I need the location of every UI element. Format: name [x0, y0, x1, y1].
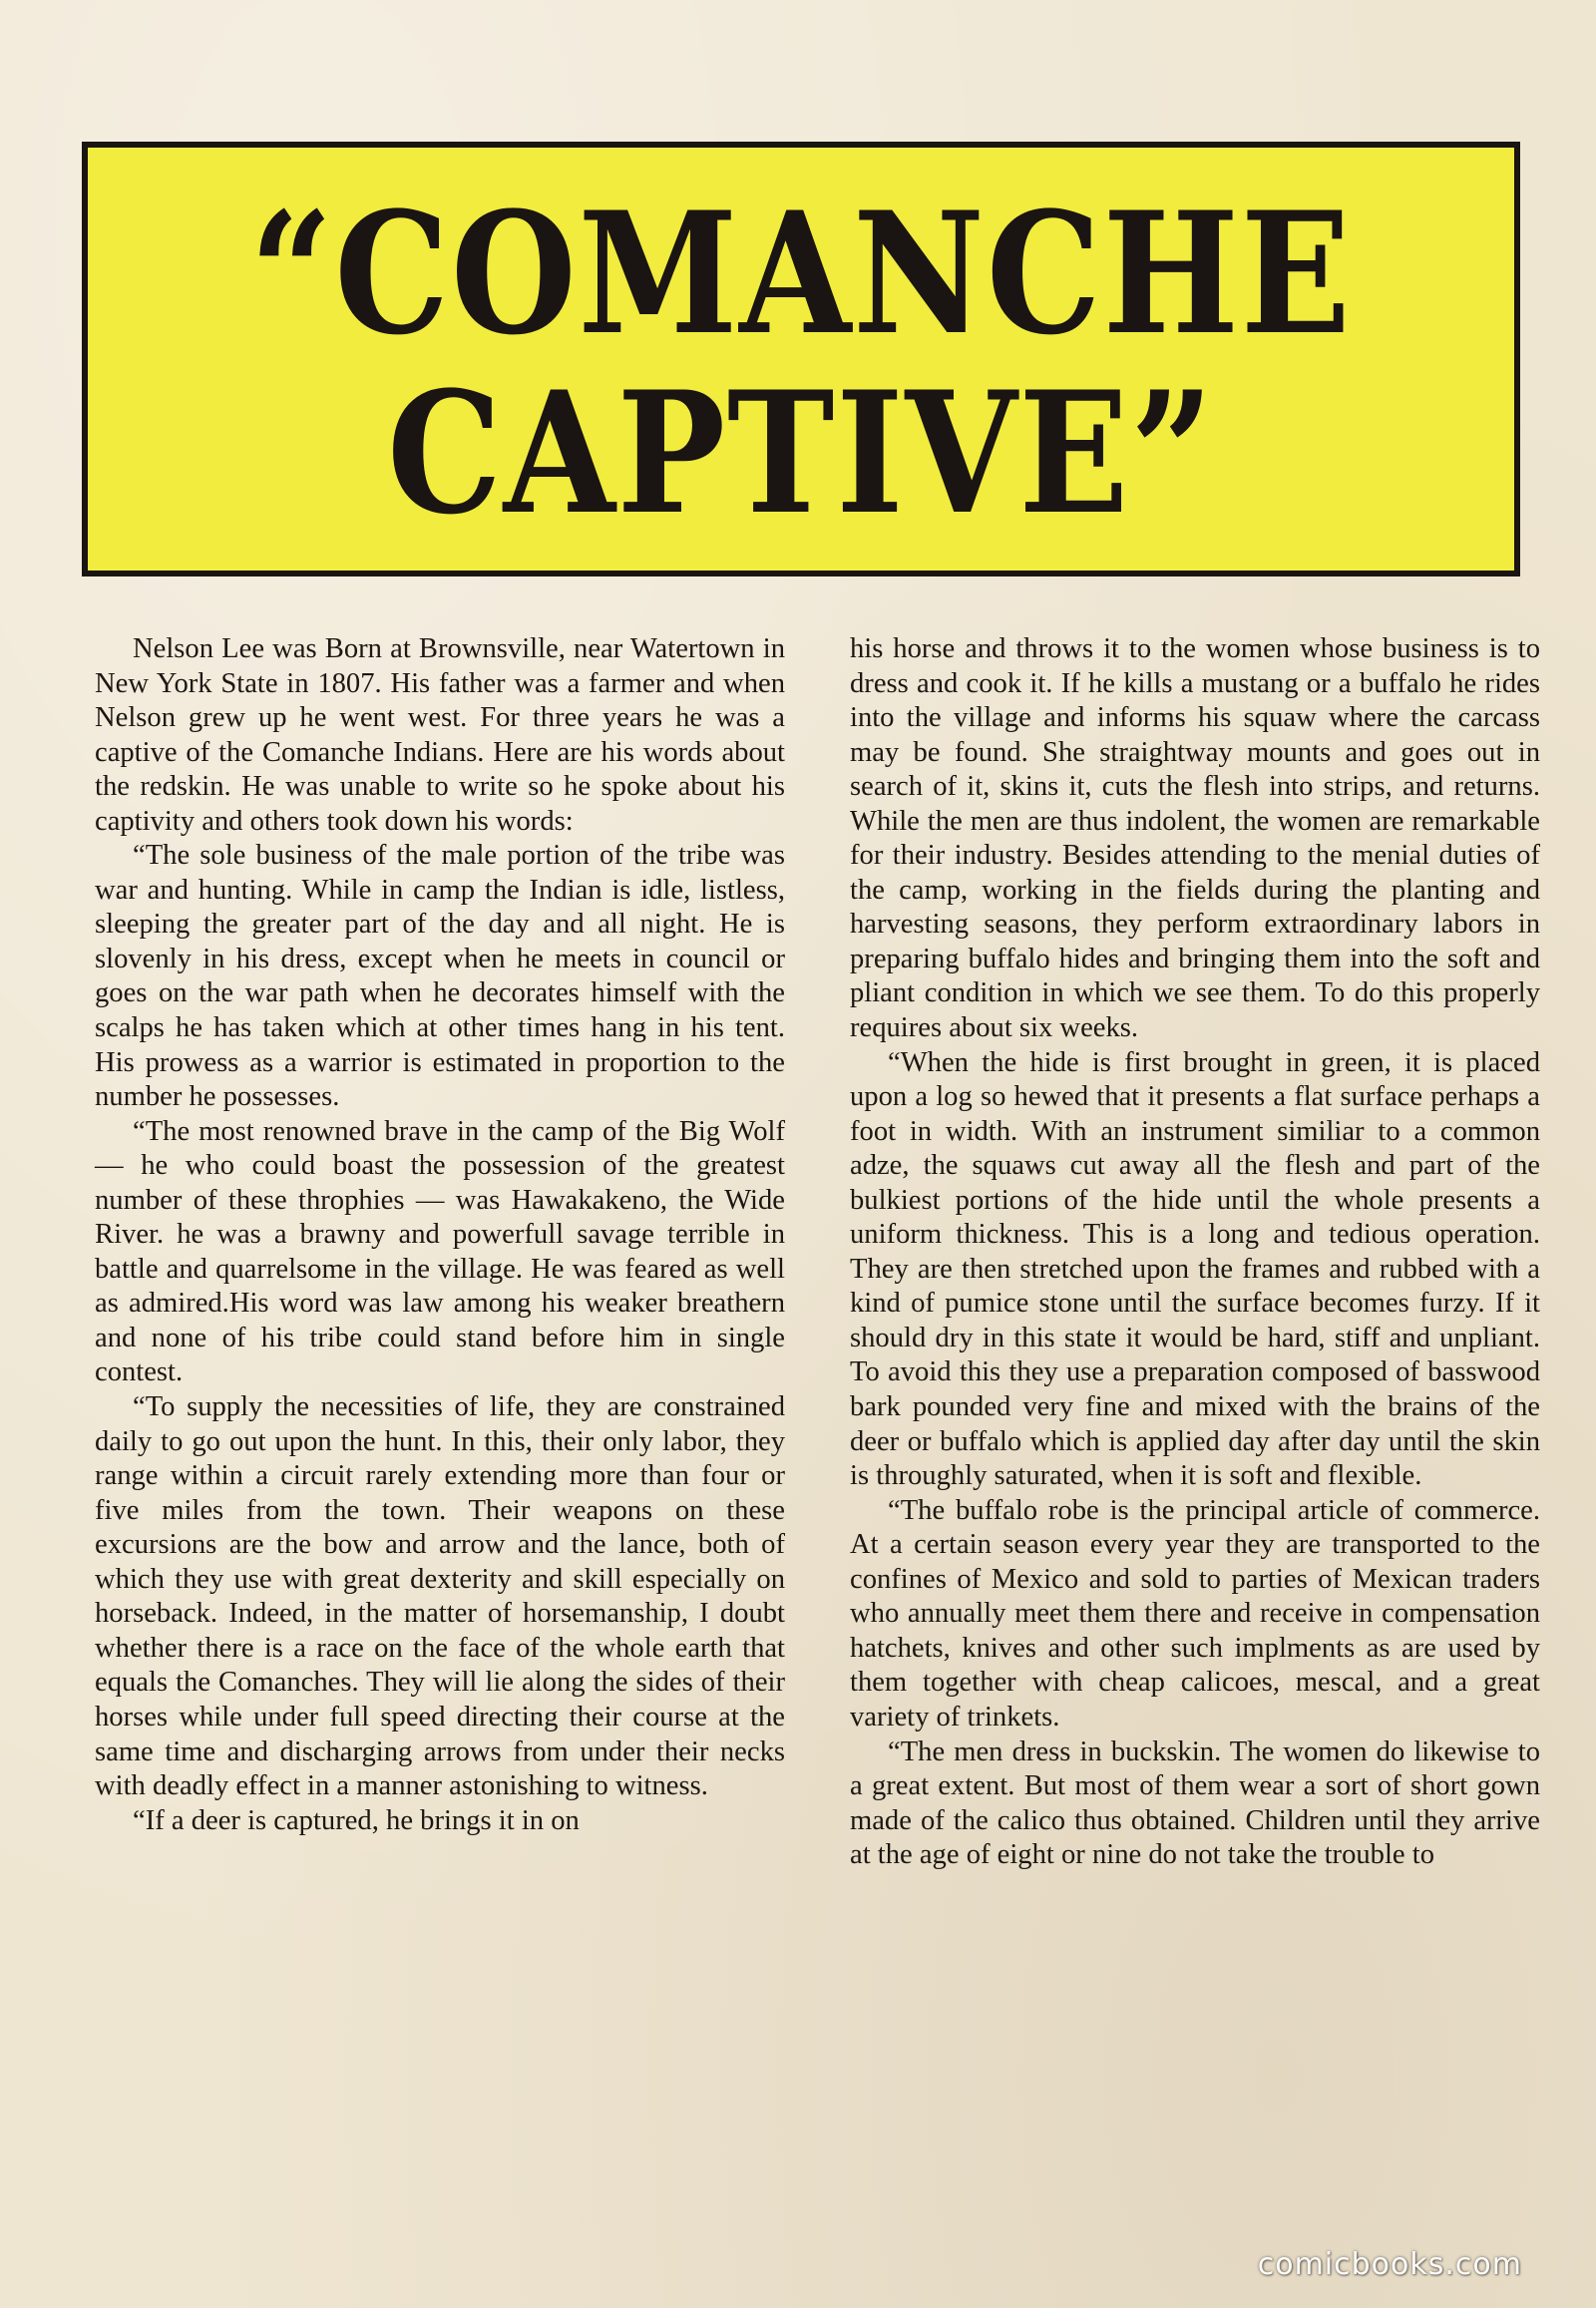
paragraph: “The sole business of the male portion of the tribe was war and hunting. While in camp the Indian is idle, listless, sleeping the greater part of the day and all night. He is slovenly in his dress, except when he meets in council or goes on the war path when he decorates himself with the scalps he has taken which at other times hang in his tent. His prowess as a warrior is estimated in proportion to the number he possesses. — [95, 840, 785, 1113]
title-banner — [82, 142, 1520, 577]
paragraph: “The men dress in buckskin. The women do likewise to a great extent. But most of them wear a sort of short gown made of the calico thus obtained. Children until they arrive at the age of eight or nine do not take the trouble to — [850, 1735, 1540, 1871]
paragraph: “The most renowned brave in the camp of the Big Wolf — he who could boast the possession of the greatest number of these throphies — was Hawakakeno, the Wide River. he was a brawny and powerfull savage terrible in battle and quarrelsome in the village. He was feared as well as admired.His word was law among his weaker breathern and none of his tribe could stand before him in single contest. — [95, 1115, 785, 1388]
paragraph: “When the hide is first brought in green, it is placed upon a log so hewed that it presents a flat surface perhaps a foot in width. With an instrument similiar to a common adze, the squaws cut away all the flesh and part of the bulkiest portions of the hide until the whole presents a uniform thickness. This is a long and tedious operation. They are then stretched upon the frames and rubbed with a kind of pumice stone until the surface becomes furzy. If it should dry in this state it would be hard, stiff and unpliant. To avoid this they use a preparation composed of basswood bark pounded very fine and mixed with the brains of the deer or buffalo which is applied day after day until the skin is throughly saturated, when it is soft and flexible. — [850, 1046, 1540, 1492]
left-column — [95, 632, 785, 1838]
paragraph: “If a deer is captured, he brings it in on — [133, 1804, 580, 1836]
paragraph: Nelson Lee was Born at Brownsville, near Watertown in New York State in 1807. His father was a farmer and when Nelson grew up he went west. For three years he was a captive of the Comanche Indians. Here are his words about the redskin. He was unable to write so he spoke about his captivity and others took down his words: — [95, 633, 785, 837]
title-line-2: CAPTIVE” — [387, 354, 1215, 552]
right-column — [850, 632, 1540, 1873]
paragraph: “The buffalo robe is the principal article of commerce. At a certain season every year they are transported to the confines of Mexico and sold to parties of Mexican traders who annually meet them there and receive in compensation hatchets, knives and other such implments as are used by them together with cheap calicoes, mescal, and a great variety of trinkets. — [850, 1494, 1540, 1732]
title-line-1: “COMANCHE — [249, 175, 1353, 372]
site-watermark: comicbooks.com — [1257, 2247, 1522, 2282]
paragraph: “To supply the necessities of life, they are constrained daily to go out upon the hunt. In this, their only labor, they range within a circuit rarely extending more than four or five miles from the town. Their weapons on these excursions are the bow and arrow and the lance, both of which they use with great dexterity and skill especially on horseback. Indeed, in the matter of horsemanship, I doubt whether there is a race on the face of the whole earth that equals the Comanches. They will lie along the sides of their horses while under full speed directing their course at the same time and discharging arrows from under their necks with deadly effect in a manner astonishing to witness. — [95, 1391, 785, 1802]
paragraph: his horse and throws it to the women whose business is to dress and cook it. If he kills a mustang or a buffalo he rides into the village and informs his squaw where the carcass may be found. She straightway mounts and goes out in search of it, skins it, cuts the flesh into strips, and returns. While the men are thus indolent, the women are remarkable for their industry. Besides attending to the menial duties of the camp, working in the fields during the planting and harvesting seasons, they perform extraordinary labors in preparing buffalo hides and bringing them into the soft and pliant condition in which we see them. To do this properly requires about six weeks. — [850, 633, 1540, 1044]
